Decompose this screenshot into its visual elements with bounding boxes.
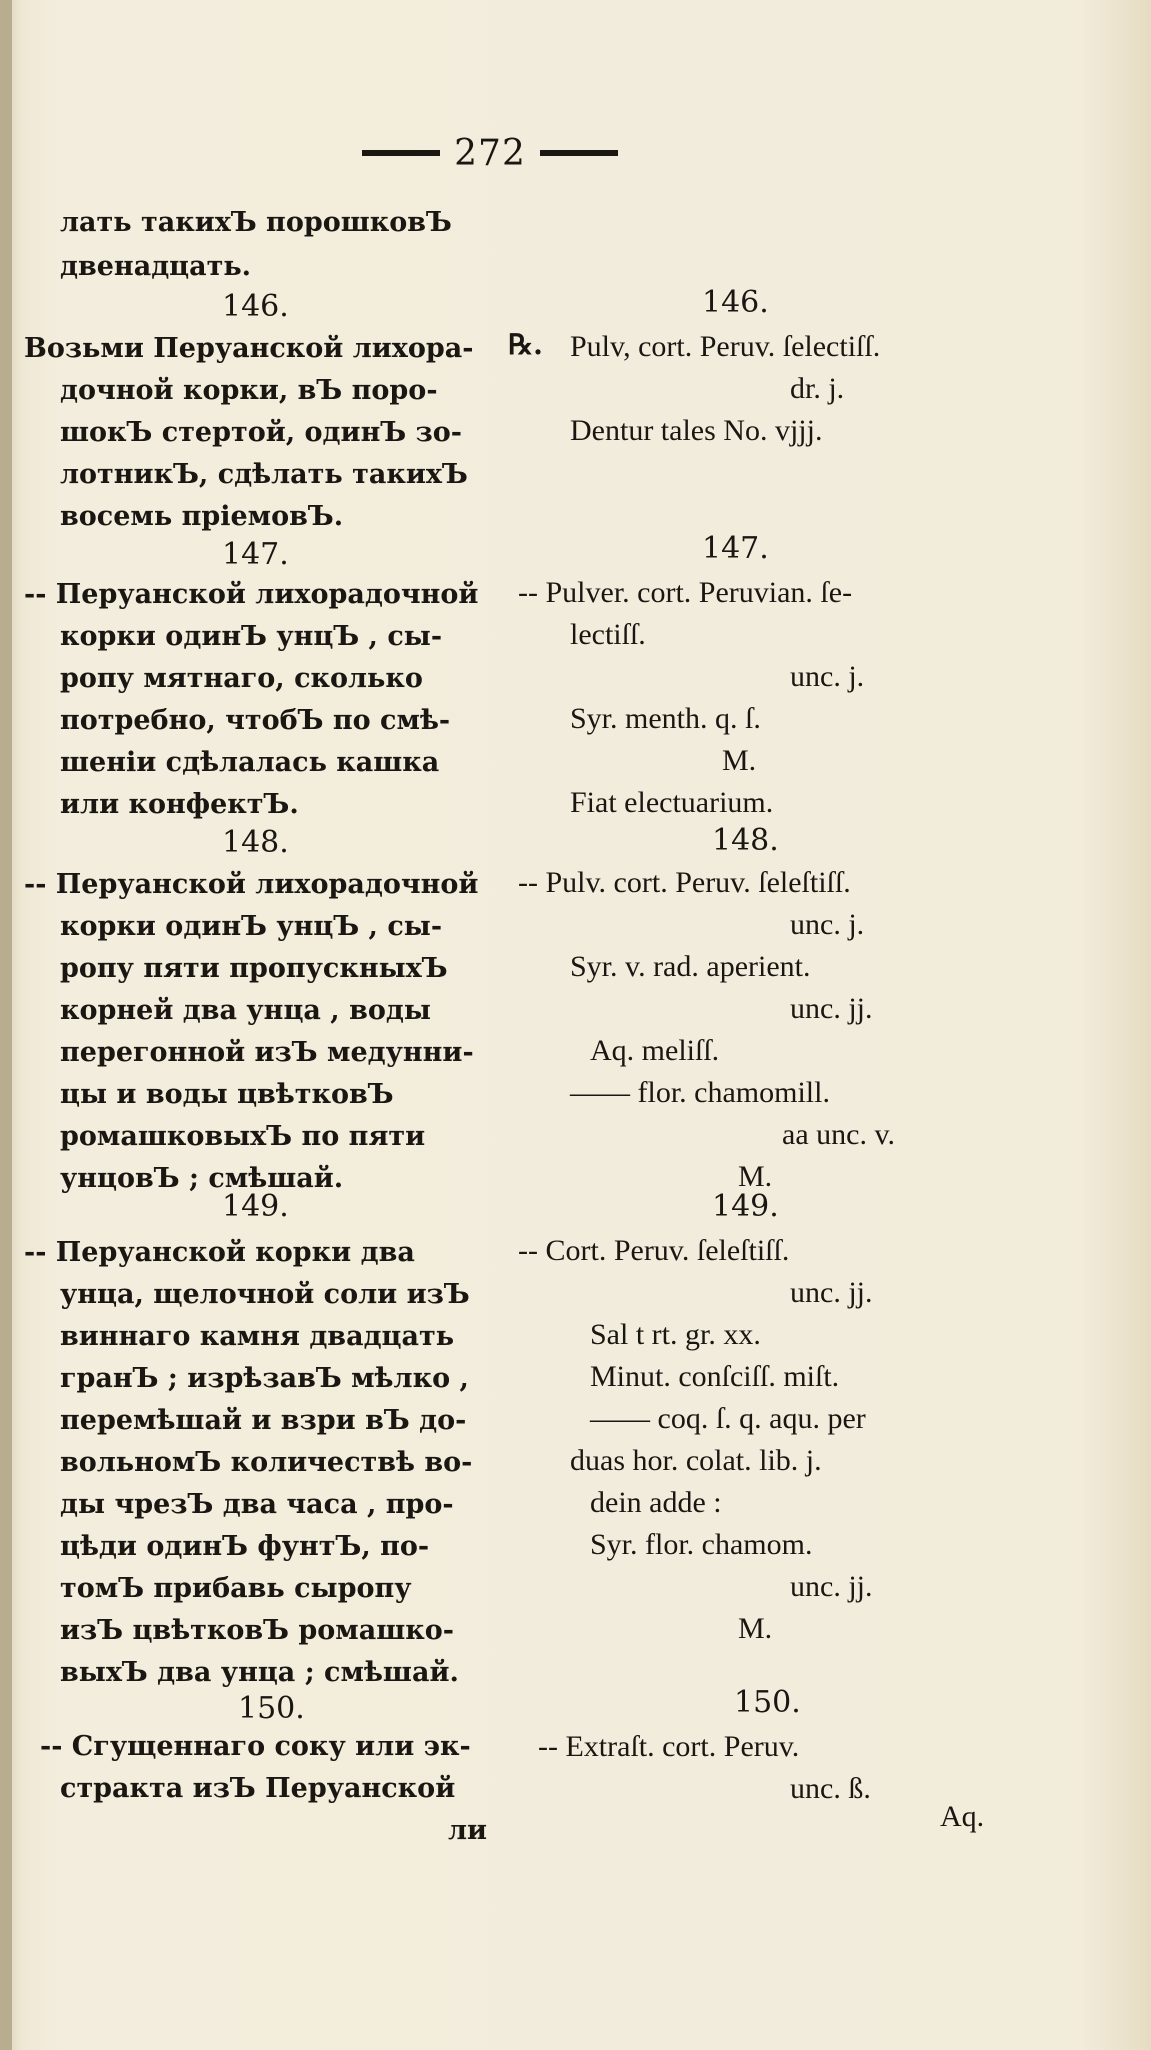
latin-recipe-line: -- Cort. Peruv. ſeleſtiſſ. xyxy=(518,1234,790,1267)
latin-recipe-line: M. xyxy=(738,1160,773,1193)
russian-recipe-line: -- Перуанской корки два xyxy=(24,1237,415,1268)
latin-recipe-line: unc. jj. xyxy=(790,992,873,1025)
latin-recipe-line: Sal t rt. gr. xx. xyxy=(590,1318,761,1351)
latin-recipe-line: M. xyxy=(738,1612,773,1645)
russian-recipe-line: потребно, чтобЪ по смѣ- xyxy=(60,705,451,736)
russian-recipe-line: унца, щелочной соли изЪ xyxy=(60,1279,470,1310)
russian-catchword: ли xyxy=(448,1815,488,1846)
russian-recipe-line: цѣди одинЪ фунтЪ, по- xyxy=(60,1531,430,1562)
russian-recipe-line: цы и воды цвѣтковЪ xyxy=(60,1079,394,1110)
latin-catchword: Aq. xyxy=(940,1800,985,1833)
latin-recipe-line: unc. jj. xyxy=(790,1276,873,1309)
recipe-number-la: 147. xyxy=(702,531,769,566)
latin-recipe-line: M. xyxy=(722,744,757,777)
latin-recipe-line: unc. j. xyxy=(790,908,865,941)
russian-recipe-line: шенiи сдѣлалась кашка xyxy=(60,747,440,778)
latin-recipe-line: -- Pulv. cort. Peruv. ſeleſtiſſ. xyxy=(518,866,851,899)
latin-recipe-line: Fiat electuarium. xyxy=(570,786,774,819)
latin-recipe-line: Syr. v. rad. aperient. xyxy=(570,950,811,983)
russian-recipe-line: вольномЪ количествѣ во- xyxy=(60,1447,473,1478)
russian-recipe-line: изЪ цвѣтковЪ ромашко- xyxy=(60,1615,454,1646)
page-header xyxy=(340,128,640,178)
russian-recipe-line: гранЪ ; изрѣзавЪ мѣлко , xyxy=(60,1363,469,1394)
russian-recipe-line: корки одинЪ унцЪ , сы- xyxy=(60,621,443,652)
russian-recipe-line: лотникЪ, сдѣлать такихЪ xyxy=(60,459,468,490)
russian-recipe-line: -- Перуанской лихорадочной xyxy=(24,869,479,900)
russian-recipe-line: корней два унца , воды xyxy=(60,995,431,1026)
russian-recipe-line: корки одинЪ унцЪ , сы- xyxy=(60,911,443,942)
recipe-number-ru: 148. xyxy=(222,825,289,860)
russian-recipe-line: виннаго камня двадцать xyxy=(60,1321,455,1352)
latin-recipe-line: dr. j. xyxy=(790,372,845,405)
latin-recipe-line: -- Extraſt. cort. Peruv. xyxy=(538,1730,800,1763)
page-number: 272 xyxy=(454,132,526,174)
latin-recipe-line: duas hor. colat. lib. j. xyxy=(570,1444,822,1477)
recipe-number-ru: 149. xyxy=(222,1189,289,1224)
recipe-number-la: 149. xyxy=(712,1189,779,1224)
russian-recipe-line: перемѣшай и взри вЪ до- xyxy=(60,1405,467,1436)
russian-recipe-line: выхЪ два унца ; смѣшай. xyxy=(60,1657,459,1688)
recipe-symbol: ℞. xyxy=(508,328,543,361)
recipe-number-ru: 146. xyxy=(222,289,289,324)
latin-recipe-line: Aq. meliſſ. xyxy=(590,1034,720,1067)
russian-recipe-line: унцовЪ ; смѣшай. xyxy=(60,1163,344,1194)
recipe-number-ru: 147. xyxy=(222,537,289,572)
russian-recipe-line: -- Перуанской лихорадочной xyxy=(24,579,479,610)
latin-recipe-line: —— flor. chamomill. xyxy=(570,1076,830,1109)
russian-recipe-line: томЪ прибавь сыропу xyxy=(60,1573,412,1604)
russian-continuation-line: двенадцать. xyxy=(60,251,252,282)
latin-recipe-line: Syr. flor. chamom. xyxy=(590,1528,813,1561)
latin-recipe-line: unc. jj. xyxy=(790,1570,873,1603)
russian-recipe-line: ропу пяти пропускныхЪ xyxy=(60,953,448,984)
recipe-number-ru: 150. xyxy=(238,1691,305,1726)
latin-recipe-line: Dentur tales No. vjjj. xyxy=(570,414,823,447)
header-dash-right xyxy=(540,150,618,156)
latin-recipe-line: aa unc. v. xyxy=(782,1118,895,1151)
page-edge xyxy=(0,0,12,2050)
header-dash-left xyxy=(362,150,440,156)
latin-recipe-line: dein adde : xyxy=(590,1486,722,1519)
russian-recipe-line: шокЪ стертой, одинЪ зо- xyxy=(60,417,463,448)
russian-recipe-line: или конфектЪ. xyxy=(60,789,299,820)
latin-recipe-line: Pulv, cort. Peruv. ſelectiſſ. xyxy=(570,330,881,363)
russian-recipe-line: дочной корки, вЪ поро- xyxy=(60,375,438,406)
latin-recipe-line: Minut. conſciſſ. miſt. xyxy=(590,1360,840,1393)
russian-recipe-line: ропу мятнаго, сколько xyxy=(60,663,423,694)
latin-recipe-line: lectiſſ. xyxy=(570,618,646,651)
recipe-number-la: 146. xyxy=(702,285,769,320)
russian-recipe-line: страктa изЪ Перуанской xyxy=(60,1773,456,1804)
recipe-number-la: 150. xyxy=(734,1685,801,1720)
latin-recipe-line: —— coq. ſ. q. aqu. per xyxy=(590,1402,866,1435)
russian-recipe-line: Возьми Перуанской лихора- xyxy=(24,333,474,364)
russian-recipe-line: восемь прiемовЪ. xyxy=(60,501,344,532)
latin-recipe-line: -- Pulver. cort. Peruvian. ſe- xyxy=(518,576,853,609)
russian-recipe-line: ды чрезЪ два часа , про- xyxy=(60,1489,454,1520)
latin-recipe-line: Syr. menth. q. ſ. xyxy=(570,702,761,735)
recipe-number-la: 148. xyxy=(712,823,779,858)
russian-recipe-line: ромашковыхЪ по пяти xyxy=(60,1121,426,1152)
latin-recipe-line: unc. j. xyxy=(790,660,865,693)
russian-recipe-line: перегонной изЪ медунни- xyxy=(60,1037,474,1068)
russian-recipe-line: -- Сгущеннаго соку или эк- xyxy=(40,1731,471,1762)
latin-recipe-line: unc. ß. xyxy=(790,1772,871,1805)
russian-continuation-line: лать такихЪ порошковЪ xyxy=(60,207,452,238)
